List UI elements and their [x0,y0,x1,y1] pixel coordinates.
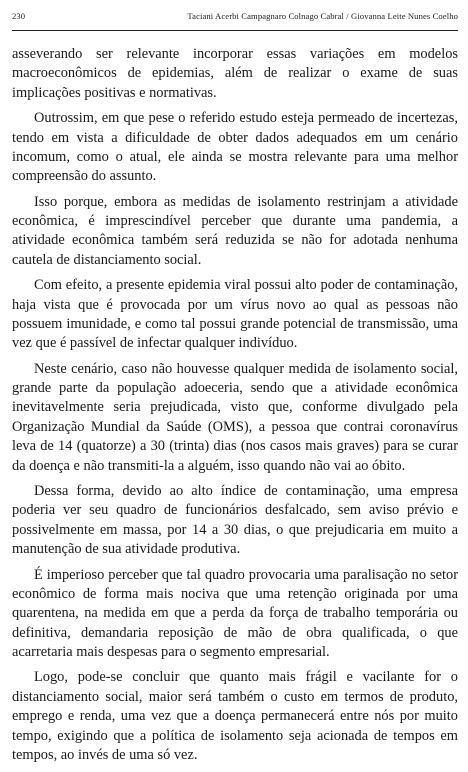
paragraph: Dessa forma, devido ao alto índice de contaminação, uma empresa poderia ver seu quadro de funcionários desfalcado, sem aviso prévio e possivelmente em massa, por 14 a 30 dias, o que prejudicaria em muito a manutenção de sua atividade produtiva. [12,482,458,558]
paragraph: Logo, pode-se concluir que quanto mais frágil e vacilante for o distanciamento social, maior será também o custo em termos de produto, emprego e renda, uma vez que a doença permanecerá entre nós por muito tempo, exigindo que a política de isolamento seja acionada de tempos em tempos, ao invés de uma só vez. [12,669,458,764]
paragraph: Neste cenário, caso não houvesse qualquer medida de isolamento social, grande parte da população adoeceria, sendo que a atividade econômica inevitavelmente seria prejudicada, visto que, conforme divulgado pela Organização Mundial da Saúde (OMS), a pessoa que contrai coronavírus leva de 14 (quatorze) a 30 (trinta) dias (nos casos mais graves) para se curar da doença e não transmiti-la a alguém, isso quando não vai ao óbito. [12,360,458,474]
page-number: 230 [12,11,26,21]
paragraph-continued: asseverando ser relevante incorporar essas variações em modelos macroeconômicos de epidemias, além de realizar o exame de suas implicações positivas e normativas. [12,46,458,101]
paragraph: Isso porque, embora as medidas de isolamento restrinjam a atividade econômica, é imprescindível perceber que durante uma pandemia, a atividade econômica também será reduzida se não for adotada nenhuma cautela de distanciamento social. [12,193,458,268]
paragraph: Com efeito, a presente epidemia viral possui alto poder de contaminação, haja vista que é provocada por um vírus novo ao qual as pessoas não possuem imunidade, e como tal possui grande potencial de transmissão, uma vez que é passível de infectar qualquer indivíduo. [12,277,458,352]
paragraph: Outrossim, em que pese o referido estudo esteja permeado de incertezas, tendo em vista a dificuldade de obter dados adequados em um cenário incomum, como o atual, ele ainda se mostra relevante para uma melhor compreensão do assunto. [12,110,458,185]
paragraph: É imperioso perceber que tal quadro provocaria uma paralisação no setor econômico de forma mais nociva que uma retenção originada por uma quarentena, na medida em que a perda da força de trabalho temporária ou definitiva, demandaria reposição de mão de obra qualificada, o que acarretaria mais despesas para o segmento empresarial. [12,566,458,661]
book-page [12,0,458,771]
running-header [12,0,458,31]
running-header-authors: Taciani Acerbi Campagnaro Colnago Cabral / Giovanna Leite Nunes Coelho [187,11,458,21]
body-text [12,45,458,765]
